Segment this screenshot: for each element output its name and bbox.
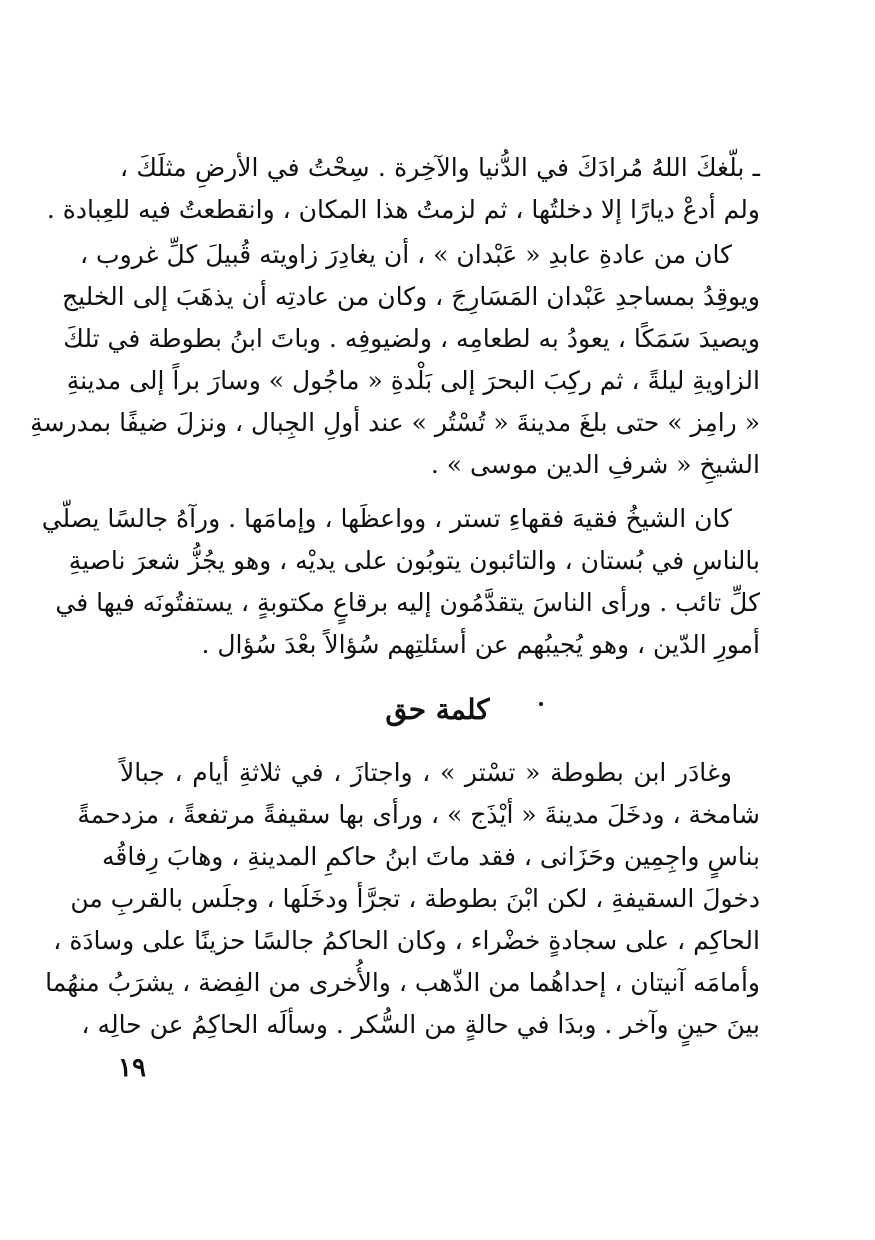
text-line: ويصيدَ سَمَكًا ، يعودُ به لطعامِه ، ولضيوفِه . وباتَ ابنُ بطوطة في تلكَ xyxy=(63,324,760,353)
paragraph-4 xyxy=(45,752,760,1046)
text-line: كان من عادةِ عابدِ « عَبْدان » ، أن يغادِرَ زاويته قُبيلَ كلِّ غروب ، xyxy=(80,240,732,269)
text-line: وأمامَه آنيتان ، إحداهُما من الذّهب ، والأُخرى من الفِضة ، يشرَبُ منهُما xyxy=(45,968,760,997)
text-line: كان الشيخُ فقيهَ فقهاءِ تستر ، وواعظَها ، وإمامَها . ورآهُ جالسًا يصلّي xyxy=(41,504,732,533)
paragraph-1 xyxy=(46,147,760,231)
text-line: الحاكِم ، على سجادةٍ خضْراء ، وكان الحاكمُ جالسًا حزينًا على وسادَة ، xyxy=(53,926,760,955)
text-line: بينَ حينٍ وآخر . وبدَا في حالةٍ من السُّكر . وسألَه الحاكِمُ عن حالِه ، xyxy=(81,1010,760,1039)
text-line: بناسٍ واجِمِين وحَزَانى ، فقد ماتَ ابنُ حاكمِ المدينةِ ، وهابَ رِفاقُه xyxy=(101,842,760,871)
text-line: « رامِز » حتى بلغَ مدينةَ « تُسْتُر » عند أولِ الجِبال ، ونزلَ ضيفًا بمدرسةِ xyxy=(30,408,760,437)
text-line: شامخة ، ودخَلَ مدينةَ « أيْذَج » ، ورأى بها سقيفةً مرتفعةً ، مزدحمةً xyxy=(77,800,760,829)
text-line: ولم أدعْ ديارًا إلا دخلتُها ، ثم لزمتُ هذا المكان ، وانقطعتُ فيه للعِبادة . xyxy=(46,195,760,224)
section-heading: كلمة حق xyxy=(385,693,490,726)
paragraph-2 xyxy=(30,234,760,486)
text-line: دخولَ السقيفةِ ، لكن ابْنَ بطوطة ، تجرَّأ ودخَلَها ، وجلَس بالقربِ من xyxy=(70,884,760,913)
text-line: كلِّ تائب . ورأى الناسَ يتقدَّمُون إليه برقاعٍ مكتوبةٍ ، يستفتُونَه فيها في xyxy=(55,588,760,617)
text-line: بالناسِ في بُستان ، والتائبون يتوبُون على يديْه ، وهو يجُزُّ شعرَ ناصيةِ xyxy=(68,546,760,575)
text-line: وغادَر ابن بطوطة « تسْتر » ، واجتازَ ، في ثلاثةِ أيام ، جبالاً xyxy=(120,758,732,787)
paragraph-3 xyxy=(41,498,760,666)
text-line: ـ بلّغكَ اللهُ مُرادَكَ في الدُّنيا والآخِرة . سِحْتُ في الأرضِ مثلَكَ ، xyxy=(120,153,760,182)
text-line: الزاويةِ ليلةً ، ثم ركِبَ البحرَ إلى بَلْدةِ « ماجُول » وسارَ براً إلى مدينةِ xyxy=(66,366,760,395)
text-line: أمورِ الدّين ، وهو يُجيبُهم عن أسئلتِهم سُؤالاً بعْدَ سُؤال . xyxy=(201,630,760,659)
text-line: ويوقِدُ بمساجدِ عَبْدان المَسَارِجَ ، وكان من عادتِه أن يذهَبَ إلى الخليج xyxy=(61,282,760,311)
page-number: ١٩ xyxy=(118,1053,146,1083)
text-line: الشيخِ « شرفِ الدين موسى » . xyxy=(430,450,760,479)
